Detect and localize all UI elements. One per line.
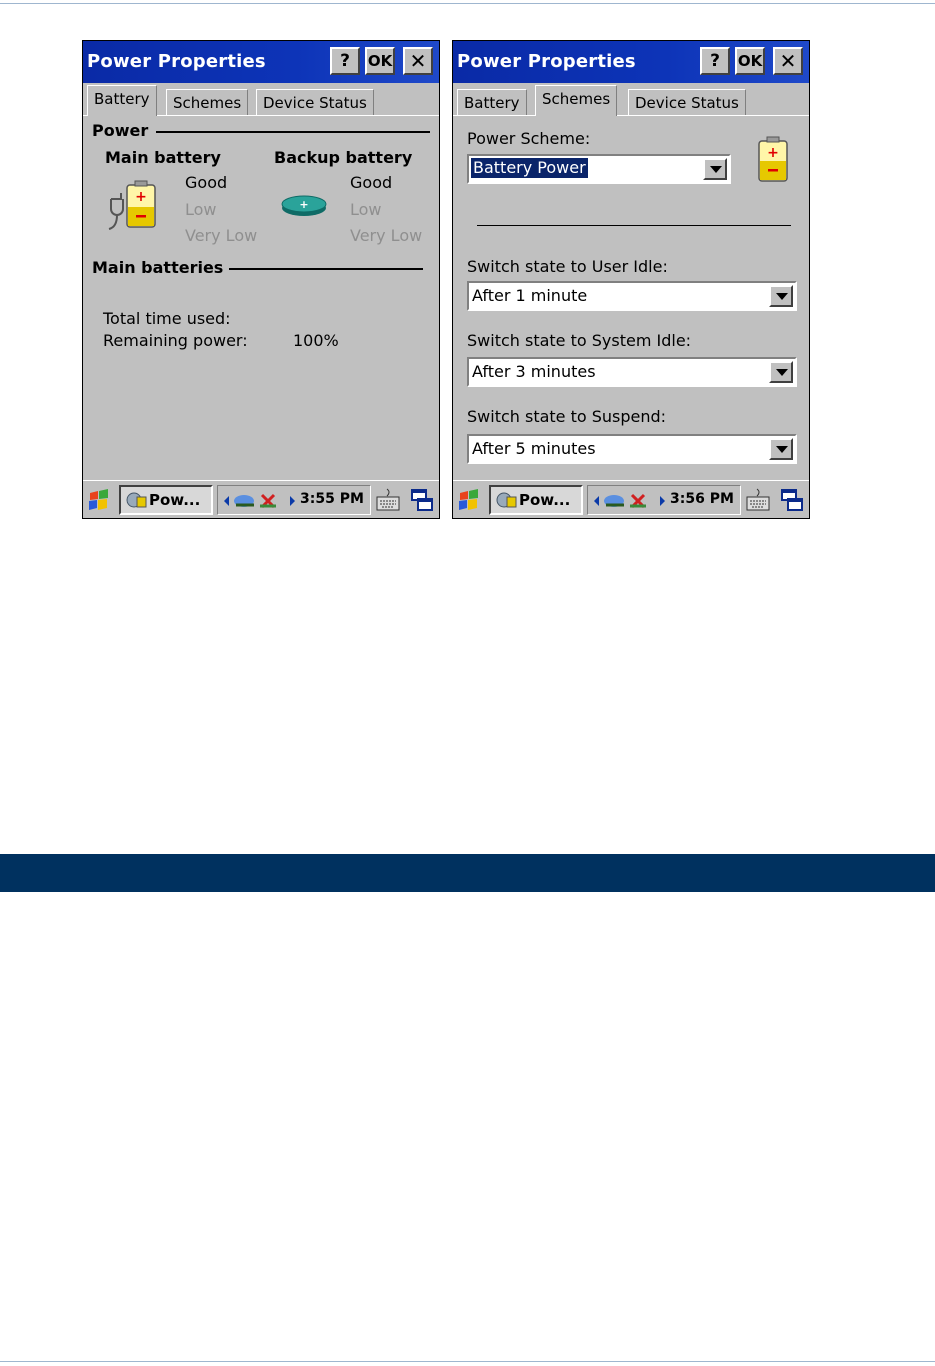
tab-device-status[interactable]: Device Status xyxy=(628,89,746,115)
remaining-power-value: 100% xyxy=(293,331,339,350)
main-battery-good: Good xyxy=(185,173,228,192)
keyboard-icon[interactable] xyxy=(745,487,771,513)
help-button[interactable]: ? xyxy=(330,47,360,75)
main-battery-label: Main battery xyxy=(105,148,221,167)
start-windows-icon[interactable] xyxy=(86,487,112,513)
tab-device-status[interactable]: Device Status xyxy=(256,89,374,115)
desktop-windows-icon[interactable] xyxy=(779,487,805,513)
suspend-label: Switch state to Suspend: xyxy=(467,407,667,426)
system-tray xyxy=(587,485,741,515)
battery-plug-icon xyxy=(107,177,159,231)
svg-text:+: + xyxy=(767,145,779,161)
desktop-windows-icon[interactable] xyxy=(409,487,435,513)
title-bar xyxy=(453,41,809,83)
suspend-value: After 5 minutes xyxy=(472,439,596,458)
power-app-icon xyxy=(125,490,147,510)
scheme-divider xyxy=(477,225,791,226)
tab-battery[interactable]: Battery xyxy=(87,85,157,116)
main-batteries-divider xyxy=(229,268,423,270)
backup-battery-very-low: Very Low xyxy=(350,226,423,245)
close-button[interactable]: ✕ xyxy=(403,47,433,75)
main-batteries-heading: Main batteries xyxy=(92,258,224,277)
chevron-down-icon[interactable] xyxy=(703,158,727,180)
power-heading: Power xyxy=(92,121,149,140)
power-properties-schemes-window xyxy=(452,40,810,519)
title-bar xyxy=(83,41,439,83)
close-button[interactable]: ✕ xyxy=(773,47,803,75)
backup-battery-label: Backup battery xyxy=(274,148,413,167)
system-idle-label: Switch state to System Idle: xyxy=(467,331,692,350)
taskbar-task-label: Pow... xyxy=(519,491,571,509)
main-battery-very-low: Very Low xyxy=(185,226,258,245)
ok-button[interactable]: OK xyxy=(735,47,765,75)
power-scheme-dropdown[interactable] xyxy=(467,154,731,184)
taskbar xyxy=(83,480,439,518)
help-button[interactable]: ? xyxy=(700,47,730,75)
system-tray xyxy=(217,485,371,515)
chevron-down-icon[interactable] xyxy=(769,361,793,383)
battery-icon xyxy=(755,135,791,183)
chevron-down-icon[interactable] xyxy=(769,438,793,460)
window-title: Power Properties xyxy=(457,51,636,72)
tray-network-icons[interactable] xyxy=(222,491,298,511)
bottom-rule xyxy=(0,1361,935,1362)
ok-button[interactable]: OK xyxy=(365,47,395,75)
system-idle-dropdown[interactable] xyxy=(467,357,797,387)
user-idle-value: After 1 minute xyxy=(472,286,588,305)
backup-battery-low: Low xyxy=(350,200,382,219)
tray-clock: 3:55 PM xyxy=(300,491,364,507)
svg-text:+: + xyxy=(135,189,147,205)
chevron-down-icon[interactable] xyxy=(769,285,793,307)
start-windows-icon[interactable] xyxy=(456,487,482,513)
suspend-dropdown[interactable] xyxy=(467,434,797,464)
taskbar-task-label: Pow... xyxy=(149,491,201,509)
power-properties-battery-window xyxy=(82,40,440,519)
keyboard-icon[interactable] xyxy=(375,487,401,513)
tab-schemes[interactable]: Schemes xyxy=(166,89,248,115)
tab-schemes[interactable]: Schemes xyxy=(535,85,617,116)
svg-text:+: + xyxy=(299,198,309,211)
user-idle-dropdown[interactable] xyxy=(467,281,797,311)
power-scheme-label: Power Scheme: xyxy=(467,129,591,148)
remaining-power-label: Remaining power: xyxy=(103,331,248,350)
power-scheme-value: Battery Power xyxy=(473,158,586,177)
total-time-label: Total time used: xyxy=(103,309,231,328)
tray-network-icons[interactable] xyxy=(592,491,668,511)
section-banner xyxy=(0,854,935,892)
window-title: Power Properties xyxy=(87,51,266,72)
backup-battery-good: Good xyxy=(350,173,393,192)
coin-cell-battery-icon xyxy=(279,193,329,219)
taskbar-task-button[interactable] xyxy=(489,485,583,515)
top-rule xyxy=(0,3,935,4)
tray-clock: 3:56 PM xyxy=(670,491,734,507)
taskbar-task-button[interactable] xyxy=(119,485,213,515)
taskbar xyxy=(453,480,809,518)
main-battery-low: Low xyxy=(185,200,217,219)
power-divider xyxy=(156,131,430,133)
user-idle-label: Switch state to User Idle: xyxy=(467,257,668,276)
system-idle-value: After 3 minutes xyxy=(472,362,596,381)
tab-battery[interactable]: Battery xyxy=(457,89,527,115)
power-app-icon xyxy=(495,490,517,510)
